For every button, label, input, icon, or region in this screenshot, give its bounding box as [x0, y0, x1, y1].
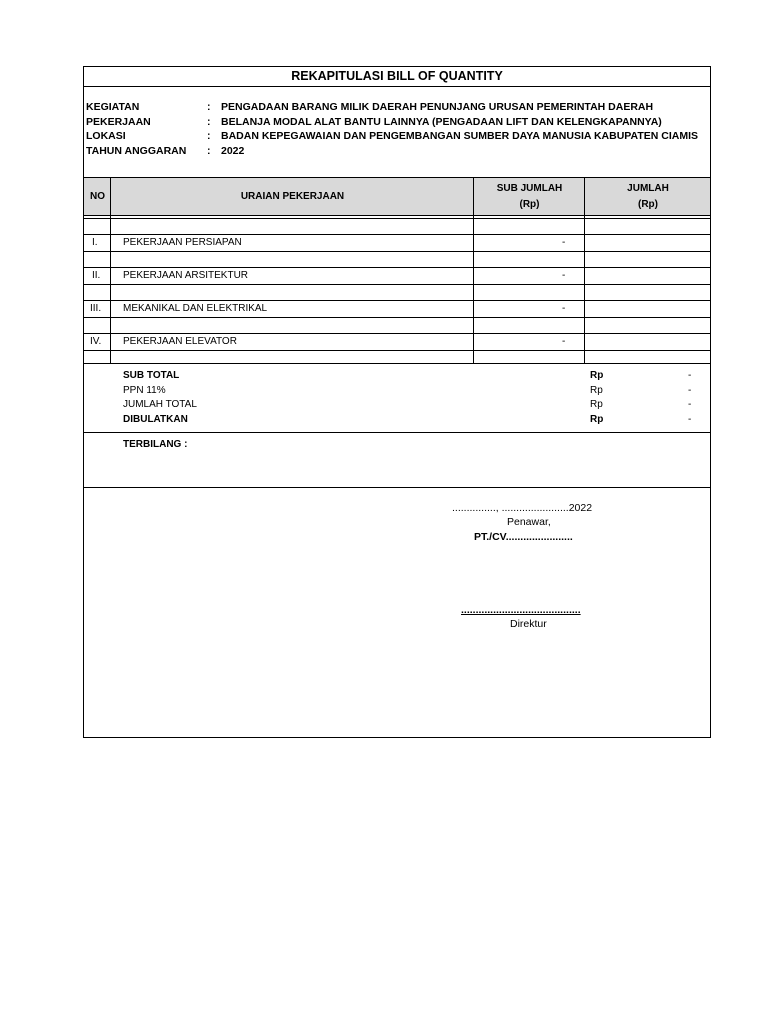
grid-line — [84, 218, 710, 219]
total-value: - — [688, 399, 692, 410]
total-value: - — [688, 413, 692, 425]
info-value: BADAN KEPEGAWAIAN DAN PENGEMBANGAN SUMBER DAYA MANUSIA KABUPATEN CIAMIS — [221, 130, 699, 142]
total-currency: Rp — [590, 399, 603, 410]
total-currency: Rp — [590, 413, 604, 425]
section-divider — [84, 432, 710, 433]
header-jumlah — [585, 178, 711, 215]
info-colon: : — [207, 130, 211, 142]
row-sub-jumlah: - — [562, 270, 566, 281]
terbilang-label: TERBILANG : — [123, 439, 188, 450]
info-key: TAHUN ANGGARAN — [86, 144, 187, 157]
grid-line — [473, 178, 474, 364]
row-no: IV. — [90, 336, 102, 347]
info-colon: : — [207, 115, 211, 128]
boq-sheet — [83, 66, 711, 738]
signature-date: ..............., .......................2022 — [452, 502, 593, 514]
info-colon: : — [207, 101, 211, 113]
header-sub-jumlah-label: SUB JUMLAH — [496, 182, 563, 194]
info-key: LOKASI — [86, 130, 126, 142]
info-key: PEKERJAAN — [86, 115, 151, 128]
info-key: KEGIATAN — [86, 101, 140, 113]
row-uraian: PEKERJAAN PERSIAPAN — [123, 237, 242, 248]
header-no — [84, 178, 111, 215]
row-no: II. — [92, 270, 101, 281]
signature-penawar: Penawar, — [507, 516, 551, 528]
table-header — [84, 178, 710, 216]
grid-line — [84, 300, 710, 301]
header-sub-jumlah — [474, 178, 585, 215]
header-jumlah-unit: (Rp) — [638, 198, 658, 210]
document-title: REKAPITULASI BILL OF QUANTITY — [84, 67, 710, 87]
total-label: PPN 11% — [123, 384, 166, 396]
total-label: DIBULATKAN — [123, 413, 188, 425]
total-label: SUB TOTAL — [123, 370, 180, 381]
row-uraian: PEKERJAAN ELEVATOR — [123, 336, 237, 347]
total-label: JUMLAH TOTAL — [123, 399, 197, 410]
header-jumlah-label: JUMLAH — [627, 182, 669, 194]
grid-line — [84, 350, 710, 351]
grid-line — [84, 234, 710, 235]
header-uraian — [111, 178, 474, 215]
header-uraian-label: URAIAN PEKERJAAN — [240, 190, 345, 202]
total-currency: Rp — [590, 384, 603, 396]
grid-line — [110, 178, 111, 364]
info-value: BELANJA MODAL ALAT BANTU LAINNYA (PENGADAAN LIFT DAN KELENGKAPANNYA) — [221, 115, 662, 128]
info-value: 2022 — [221, 144, 245, 157]
info-value: PENGADAAN BARANG MILIK DAERAH PENUNJANG URUSAN PEMERINTAH DAERAH — [221, 101, 654, 113]
row-uraian: PEKERJAAN ARSITEKTUR — [123, 270, 249, 281]
row-sub-jumlah: - — [562, 237, 566, 248]
section-divider — [84, 487, 710, 488]
header-sub-jumlah-unit: (Rp) — [519, 198, 540, 210]
total-currency: Rp — [590, 370, 604, 381]
info-colon: : — [207, 144, 211, 157]
header-no-label: NO — [90, 190, 105, 202]
signature-position: Direktur — [510, 618, 547, 630]
grid-line — [584, 178, 585, 364]
total-value: - — [688, 370, 692, 381]
boq-table — [84, 177, 710, 364]
row-sub-jumlah: - — [562, 303, 566, 314]
total-value: - — [688, 384, 692, 396]
grid-line — [84, 363, 710, 364]
signature-company: PT./CV....................... — [474, 531, 573, 543]
grid-line — [84, 333, 710, 334]
row-no: I. — [92, 237, 98, 248]
row-no: III. — [90, 303, 102, 314]
grid-line — [84, 267, 710, 268]
signature-name-line: ......................................... — [461, 604, 581, 616]
grid-line — [84, 317, 710, 318]
row-uraian: MEKANIKAL DAN ELEKTRIKAL — [123, 303, 268, 314]
row-sub-jumlah: - — [562, 336, 566, 347]
grid-line — [84, 251, 710, 252]
grid-line — [84, 284, 710, 285]
